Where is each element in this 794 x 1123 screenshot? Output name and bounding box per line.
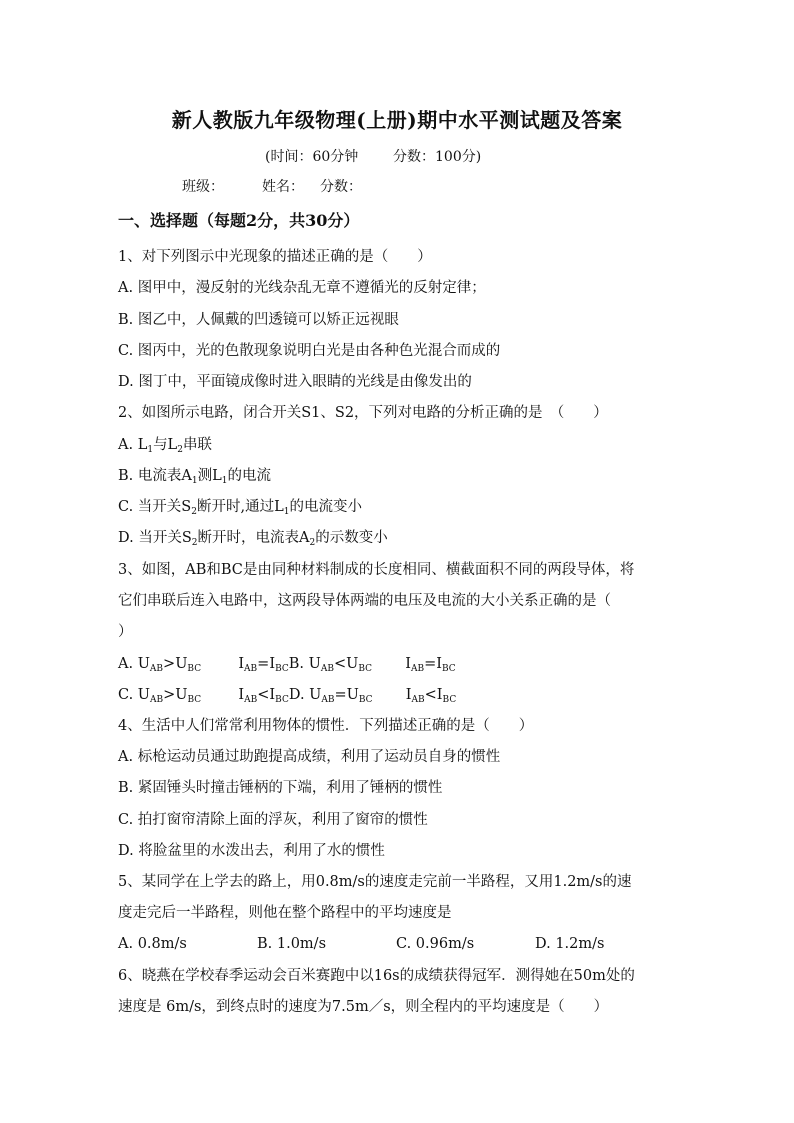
name-label: 姓名： — [262, 179, 304, 195]
q5-stem-line2: 度走完后一半路程，则他在整个路程中的平均速度是 — [118, 905, 452, 921]
q5-option-a: A. 0.8m/s — [118, 936, 187, 952]
q6-stem-line1: 6、晓燕在学校春季运动会百米赛跑中以16s的成绩获得冠军．测得她在50m处的 — [118, 968, 635, 984]
class-label: 班级： — [182, 179, 224, 195]
q2-option-a: A. $L_1$与$L_2$串联 — [118, 437, 212, 455]
q4-option-d: D. 将脸盆里的水泼出去，利用了水的惯性 — [118, 843, 385, 859]
exam-title: 新人教版九年级物理(上册)期中水平测试题及答案 — [171, 108, 623, 132]
q1-option-a: A. 图甲中，漫反射的光线杂乱无章不遵循光的反射定律； — [118, 280, 486, 296]
q2-option-b: B. 电流表$A_1$测$L_1$的电流 — [118, 468, 271, 486]
q3-options-cd: C. $U_{AB}>U_{BC}$ $I_{AB}<I_{BC}D$. $U_{AB}=U_{BC}$ $I_{AB}<I_{BC}$ — [118, 687, 457, 705]
q3-options-ab: A. $U_{AB}>U_{BC}$ $I_{AB}=I_{BC}B$. $U_{AB}<U_{BC}$ $I_{AB}=I_{BC}$ — [118, 656, 456, 674]
section-heading: 一、选择题（每题2分，共30分） — [118, 211, 360, 230]
q4-stem: 4、生活中人们常常利用物体的惯性．下列描述正确的是（ ） — [118, 718, 534, 734]
q3-stem-line1: 3、如图，AB和BC是由同种材料制成的长度相同、横截面积不同的两段导体，将 — [118, 562, 635, 578]
q1-stem: 1、对下列图示中光现象的描述正确的是（ ） — [118, 249, 432, 265]
q4-option-a: A. 标枪运动员通过助跑提高成绩，利用了运动员自身的惯性 — [118, 749, 501, 765]
q3-stem-line2: 它们串联后连入电路中，这两段导体两端的电压及电流的大小关系正确的是（ — [118, 593, 611, 609]
q6-stem-line2: 速度是 6m/s，到终点时的速度为7.5m／s，则全程内的平均速度是（ ） — [118, 999, 609, 1015]
q2-option-c: C. 当开关$S_2$断开时,通过$L_1$的电流变小 — [118, 499, 362, 517]
q1-option-d: D. 图丁中，平面镜成像时进入眼睛的光线是由像发出的 — [118, 374, 472, 390]
q4-option-c: C. 拍打窗帘清除上面的浮灰，利用了窗帘的惯性 — [118, 812, 428, 828]
q5-option-c: C. 0.96m/s — [396, 936, 475, 952]
q5-stem-line1: 5、某同学在上学去的路上，用0.8m/s的速度走完前一半路程，又用1.2m/s的速 — [118, 874, 632, 890]
exam-time: (时间：60分钟 — [265, 149, 359, 165]
q3-stem-line3: ） — [118, 624, 133, 640]
q2-stem: 2、如图所示电路，闭合开关S1、S2，下列对电路的分析正确的是 （ ） — [118, 405, 608, 421]
q2-option-d: D. 当开关$S_2$断开时，电流表$A_2$的示数变小 — [118, 530, 388, 548]
exam-score: 分数：100分) — [393, 149, 482, 165]
score-label: 分数： — [320, 179, 362, 195]
q1-option-b: B. 图乙中，人佩戴的凹透镜可以矫正远视眼 — [118, 312, 399, 328]
q4-option-b: B. 紧固锤头时撞击锤柄的下端，利用了锤柄的惯性 — [118, 780, 443, 796]
q5-option-d: D. 1.2m/s — [535, 936, 605, 952]
q1-option-c: C. 图丙中，光的色散现象说明白光是由各种色光混合而成的 — [118, 343, 501, 359]
q5-option-b: B. 1.0m/s — [257, 936, 327, 952]
